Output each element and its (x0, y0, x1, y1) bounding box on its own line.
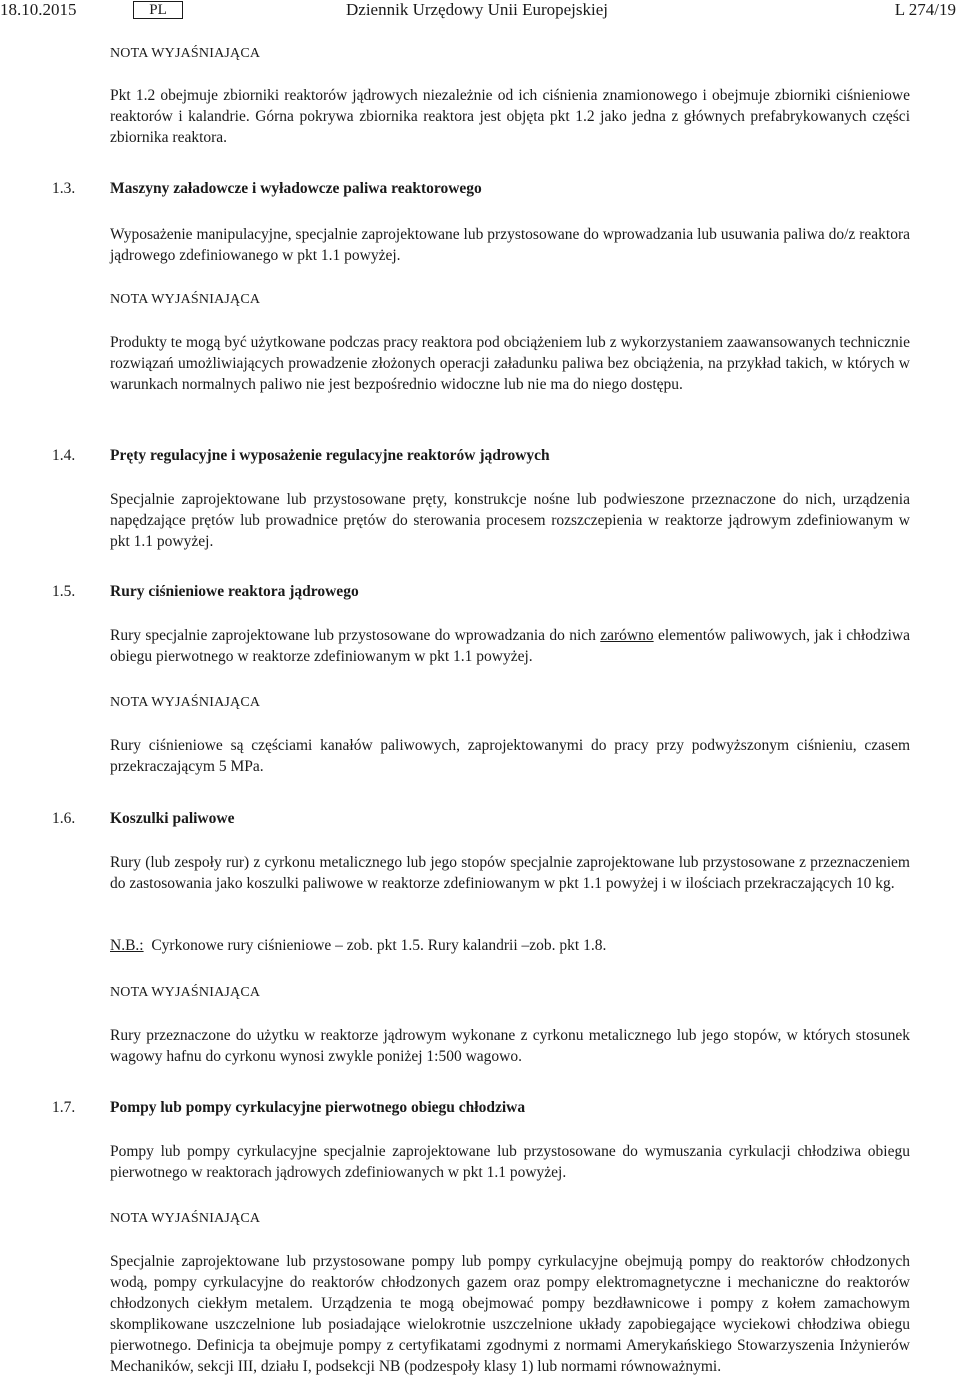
section-title-1-7: Pompy lub pompy cyrkulacyjne pierwotnego obiegu chłodziwa (110, 1099, 526, 1116)
note-text-1-7: Specjalnie zaprojektowane lub przystosowane pompy lub pompy cyrkulacyjne obejmują pompy do reaktorów chłodzonych wodą, pompy cyrkulacyjne do reaktorów chłodzonych gazem oraz pompy elektromagnetyczne i mechaniczne do reaktorów chłodzonych ciekłym metalem. Urządzenia te mogą obejmować pompy bezdławnicowe i pompy z kołem zamachowym skomplikowane uszczelnione lub posiadające wielokrotnie uszczelnione układy zapobiegające wyciekowi chłodziwa obiegu pierwotnego. Definicja ta obejmuje pompy z certyfikatami zgodnymi z normami Amerykańskiego Stowarzyszenia Inżynierów Mechaników, sekcji III, działu I, podsekcji NB (podzespoły klasy 1) lub normami równoważnymi. (110, 1253, 910, 1375)
note-text-1-3: Produkty te mogą być użytkowane podczas pracy reaktora pod obciążeniem lub z wykorzystaniem zaawansowanych technicznie rozwiązań umożliwiających prowadzenie złożonych operacji załadunku paliwa bez obciążenia, na przykład takich, w których w warunkach normalnych paliwo nie jest bezpośrednio widoczne lub nie ma do niego dostępu. (110, 334, 910, 393)
section-text-1-6: Rury (lub zespoły rur) z cyrkonu metalicznego lub jego stopów specjalnie zaprojektowane lub przystosowane z przeznaczeniem do zastosowania jako koszulki paliwowe w reaktorze zdefiniowanym w pkt 1.1 powyżej i w ilościach przekraczających 10 kg. (110, 854, 910, 892)
nb-line-1-6 (110, 935, 910, 956)
note-label-1-7: NOTA WYJAŚNIAJĄCA (110, 1211, 261, 1226)
section-text-1-4: Specjalnie zaprojektowane lub przystosowane pręty, konstrukcje nośne lub podwieszone przeznaczone do nich, urządzenia napędzające prętów lub prowadnice prętów do sterowania procesem rozszczepienia w reaktorze jądrowym zdefiniowanym w pkt 1.1 powyżej. (110, 491, 910, 550)
nb-text: Cyrkonowe rury ciśnieniowe – zob. pkt 1.5. Rury kalandrii –zob. pkt 1.8. (151, 937, 607, 954)
section-title-1-3: Maszyny załadowcze i wyładowcze paliwa reaktorowego (110, 180, 482, 197)
publication-date: 18.10.2015 (0, 0, 77, 19)
page-header (0, 0, 960, 24)
nb-label: N.B.: (110, 937, 144, 954)
note-label-1-5: NOTA WYJAŚNIAJĄCA (110, 695, 261, 710)
note-label-intro: NOTA WYJAŚNIAJĄCA (110, 46, 261, 61)
section-number-1-5: 1.5. (52, 583, 76, 600)
note-label-1-6: NOTA WYJAŚNIAJĄCA (110, 985, 261, 1000)
section-title-1-6: Koszulki paliwowe (110, 810, 235, 827)
section-title-1-4: Pręty regulacyjne i wyposażenie regulacyjne reaktorów jądrowych (110, 447, 550, 464)
underlined-word: zarówno (600, 627, 654, 644)
language-badge: PL (133, 1, 183, 19)
section-text-1-5-part-a: Rury specjalnie zaprojektowane lub przystosowane do wprowadzania do nich (110, 627, 601, 644)
section-text-1-3: Wyposażenie manipulacyjne, specjalnie zaprojektowane lub przystosowane do wprowadzania lub usuwania paliwa do/z reaktora jądrowego zdefiniowanego w pkt 1.1 powyżej. (110, 226, 910, 264)
section-text-1-5 (110, 625, 910, 667)
note-label-1-3: NOTA WYJAŚNIAJĄCA (110, 292, 261, 307)
section-text-1-7: Pompy lub pompy cyrkulacyjne specjalnie zaprojektowane lub przystosowane do wymuszania cyrkulacji chłodziwa obiegu pierwotnego w reaktorach jądrowych zdefiniowanych w pkt 1.1 powyżej. (110, 1143, 910, 1181)
section-number-1-6: 1.6. (52, 810, 76, 827)
section-number-1-7: 1.7. (52, 1099, 76, 1116)
page-reference: L 274/19 (894, 0, 956, 19)
section-text-1-5-part-b: elementów paliwowych, jak i chłodziwa obiegu pierwotnego w reaktorze zdefiniowanym w pkt 1.1 powyżej. (110, 627, 910, 665)
section-number-1-3: 1.3. (52, 180, 76, 197)
section-number-1-4: 1.4. (52, 447, 76, 464)
section-title-1-5: Rury ciśnieniowe reaktora jądrowego (110, 583, 359, 600)
note-text-1-5: Rury ciśnieniowe są częściami kanałów paliwowych, zaprojektowanymi do pracy przy podwyższonym ciśnieniu, czasem przekraczającym 5 MPa. (110, 737, 910, 775)
intro-paragraph: Pkt 1.2 obejmuje zbiorniki reaktorów jądrowych niezależnie od ich ciśnienia znamionowego i obejmuje zbiorniki ciśnieniowe reaktorów i kalandrie. Górna pokrywa zbiornika reaktora jest objęta pkt 1.2 jako jedna z głównych prefabrykowanych części zbiornika reaktora. (110, 87, 910, 146)
note-text-1-6: Rury przeznaczone do użytku w reaktorze jądrowym wykonane z cyrkonu metalicznego lub jego stopów, w których stosunek wagowy hafnu do cyrkonu wynosi zwykle poniżej 1:500 wagowo. (110, 1027, 910, 1065)
journal-title: Dziennik Urzędowy Unii Europejskiej (346, 0, 609, 19)
